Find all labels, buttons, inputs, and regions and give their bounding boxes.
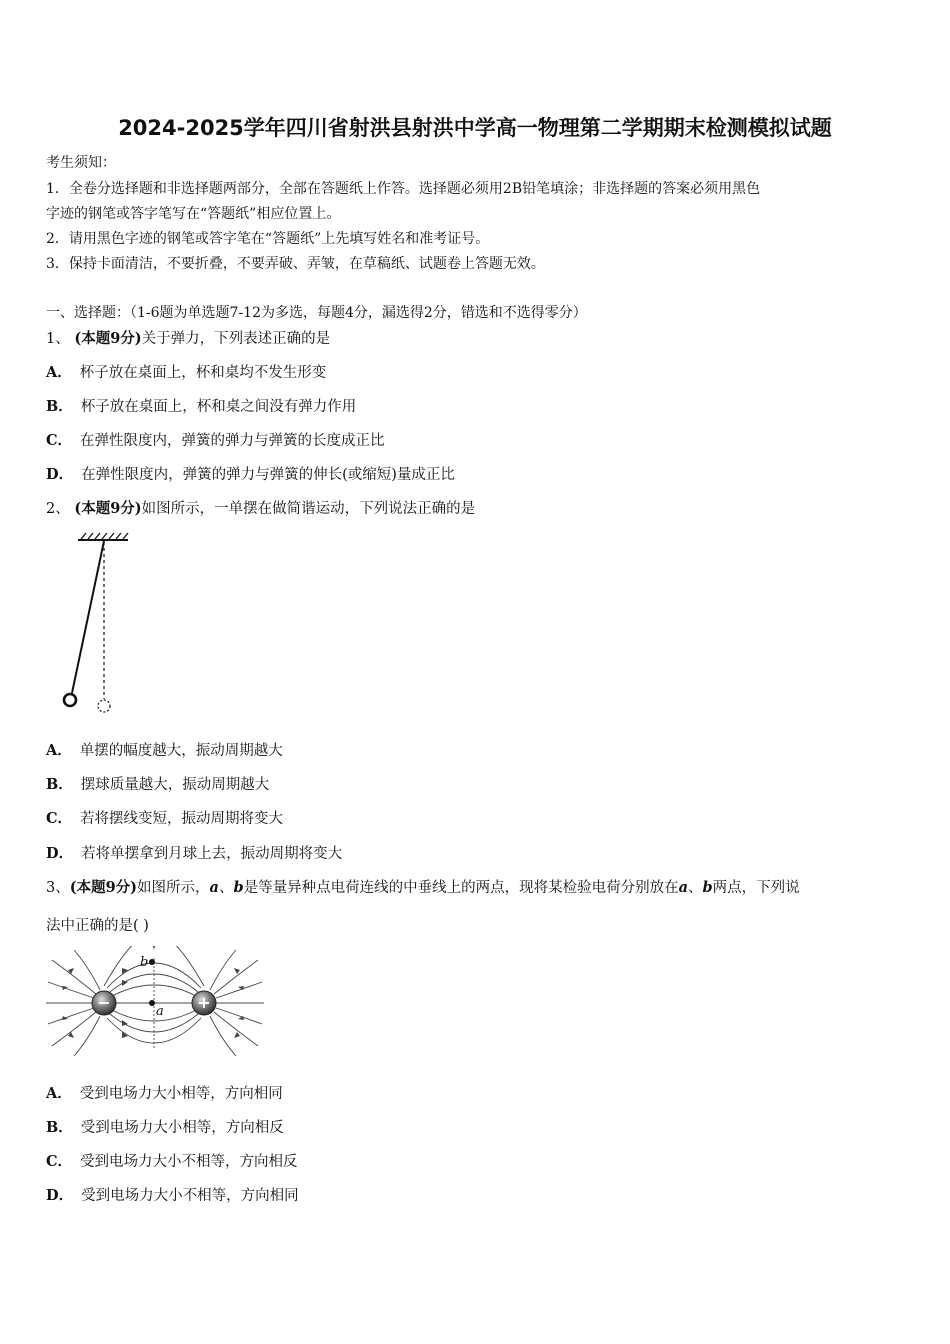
electric-field-figure: [44, 946, 266, 1060]
question-3-stem: 3、(本题9分)如图所示，a、b是等量异种点电荷连线的中垂线上的两点，现将某检验电荷分别放在a、b两点，下列说: [46, 879, 800, 896]
q2-option-d: D． 若将单摆拿到月球上去，振动周期将变大: [46, 845, 343, 862]
q2-option-b: B． 摆球质量越大，振动周期越大: [46, 776, 270, 793]
notice-item-2: 2．请用黑色字迹的钢笔或答字笔在“答题纸”上先填写姓名和准考证号。: [46, 231, 490, 247]
label-a: a: [156, 1004, 164, 1019]
question-3-stem-cont: 法中正确的是( ): [46, 918, 149, 934]
q1-option-a: A． 杯子放在桌面上，杯和桌均不发生形变: [46, 364, 327, 381]
q1-option-b: B． 杯子放在桌面上，杯和桌之间没有弹力作用: [46, 398, 357, 415]
positive-sign: +: [197, 993, 211, 1012]
question-score: (本题9分): [74, 500, 142, 517]
notice-item-3: 3．保持卡面清洁，不要折叠，不要弄破、弄皱，在草稿纸、试题卷上答题无效。: [46, 256, 545, 272]
q1-option-d: D． 在弹性限度内，弹簧的弹力与弹簧的伸长(或缩短)量成正比: [46, 466, 455, 483]
notice-item-1: 1．全卷分选择题和非选择题两部分，全部在答题纸上作答。选择题必须用2B铅笔填涂；非选择题的答案必须用黑色: [46, 181, 761, 197]
notice-heading: 考生须知：: [46, 155, 116, 171]
ceiling-hatch: [81, 533, 128, 539]
point-b: [149, 959, 155, 965]
section-heading: 一、选择题：（1-6题为单选题7-12为多选，每题4分，漏选得2分，错选和不选得零分）: [46, 305, 587, 321]
question-score: (本题9分): [74, 330, 142, 347]
question-number: 2、: [46, 501, 70, 517]
label-b: b: [140, 955, 149, 970]
q3-option-d: D． 受到电场力大小不相等，方向相同: [46, 1187, 299, 1204]
question-text: 如图所示，一单摆在做简谐运动，下列说法正确的是: [141, 501, 476, 517]
q2-option-c: C． 若将摆线变短，振动周期将变大: [46, 810, 284, 827]
point-a: [149, 1000, 155, 1006]
equilibrium-bob: [98, 700, 110, 712]
field-lines: [46, 946, 264, 1056]
pendulum-figure: [62, 532, 136, 718]
question-number: 1、: [46, 331, 70, 347]
negative-sign: −: [97, 993, 111, 1012]
q2-option-a: A． 单摆的幅度越大，振动周期越大: [46, 742, 283, 759]
question-number: 3、: [46, 880, 70, 896]
pendulum-bob: [64, 694, 76, 706]
question-1-stem: [46, 327, 330, 348]
q3-option-b: B． 受到电场力大小相等，方向相反: [46, 1119, 284, 1136]
pendulum-string: [72, 541, 104, 693]
question-score: (本题9分): [69, 879, 138, 896]
question-2-stem: [46, 497, 475, 518]
q3-option-c: C． 受到电场力大小不相等，方向相反: [46, 1153, 298, 1170]
q1-option-c: C． 在弹性限度内，弹簧的弹力与弹簧的长度成正比: [46, 432, 385, 449]
notice-item-1-cont: 字迹的钢笔或答字笔写在“答题纸”相应位置上。: [46, 206, 341, 222]
question-text: 关于弹力，下列表述正确的是: [141, 331, 331, 347]
page-title: 2024-2025学年四川省射洪县射洪中学高一物理第二学期期末检测模拟试题: [118, 116, 832, 140]
q3-option-a: A． 受到电场力大小相等，方向相同: [46, 1085, 283, 1102]
